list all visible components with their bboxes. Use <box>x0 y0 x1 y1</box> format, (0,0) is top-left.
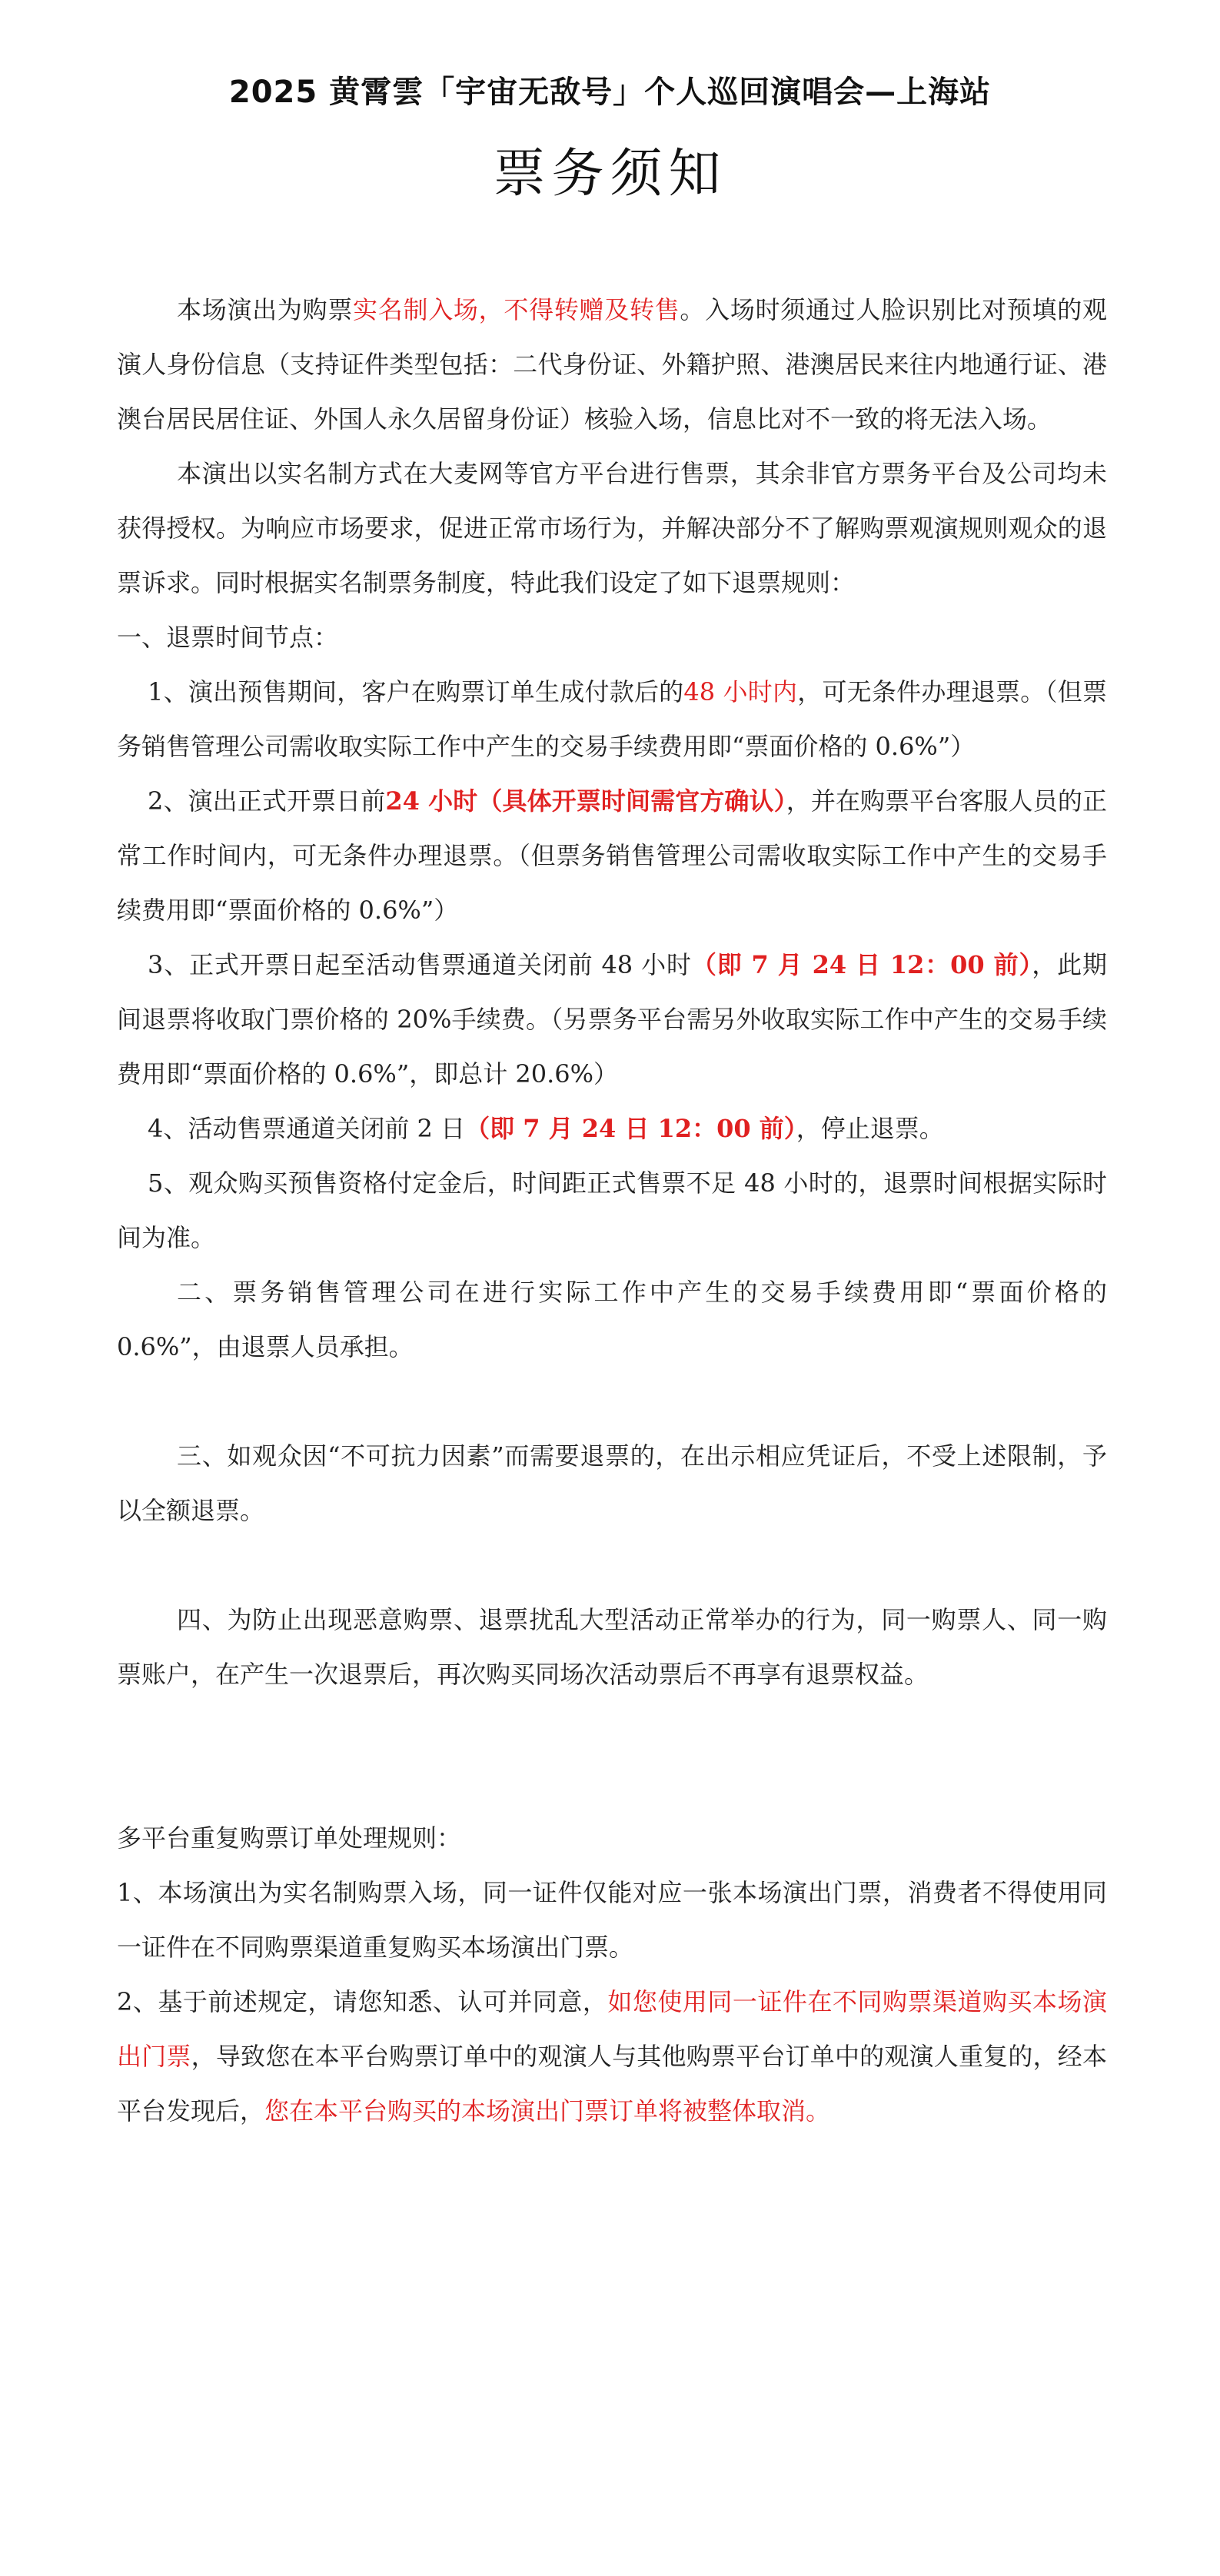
multi-platform-heading: 多平台重复购票订单处理规则： <box>117 1823 462 1853</box>
rule-4-highlight: （即 7 月 24 日 12：00 前） <box>465 1114 796 1143</box>
refund-section-heading: 一、退票时间节点： <box>117 623 339 652</box>
multi-platform-rule-1: 1、本场演出为实名制购票入场，同一证件仅能对应一张本场演出门票，消费者不得使用同一证件在不同购票渠道重复购买本场演出门票。 <box>117 1878 1107 1962</box>
rule-2-highlight: 24 小时（具体开票时间需官方确认） <box>385 786 786 816</box>
spacer <box>117 1702 1107 1811</box>
section-4-paragraph: 四、为防止出现恶意购票、退票扰乱大型活动正常举办的行为，同一购票人、同一购票账户，在产生一次退票后，再次购买同场次活动票后不再享有退票权益。 <box>117 1605 1107 1689</box>
rule-1-highlight: 48 小时内 <box>683 677 798 706</box>
refund-rule-3: 3、正式开票日起至活动售票通道关闭前 48 小时（即 7 月 24 日 12：00 前），此期间退票将收取门票价格的 20%手续费。（另票务平台需另外收取实际工作中产生的交易手续费用即“票面价格的 0.6%”，即总计 20.6%） <box>117 950 1107 1089</box>
notice-heading: 票务须知 <box>493 144 727 204</box>
real-name-paragraph: 本场演出为购票实名制入场，不得转赠及转售。入场时须通过人脸识别比对预填的观演人身份信息（支持证件类型包括：二代身份证、外籍护照、港澳居民来往内地通行证、港澳台居民居住证、外国人永久居留身份证）核验入场，信息比对不一致的将无法入场。 <box>117 295 1107 434</box>
section-3-paragraph: 三、如观众因“不可抗力因素”而需要退票的，在出示相应凭证后，不受上述限制，予以全额退票。 <box>117 1441 1107 1525</box>
notice-body <box>117 283 1107 2139</box>
spacer <box>117 1538 1107 1593</box>
official-sales-paragraph: 本演出以实名制方式在大麦网等官方平台进行售票，其余非官方票务平台及公司均未获得授权。为响应市场要求，促进正常市场行为，并解决部分不了解购票观演规则观众的退票诉求。同时根据实名制票务制度，特此我们设定了如下退票规则： <box>117 459 1107 597</box>
duplicate-purchase-highlight: 如您使用同一证件在不同购票渠道购买本场演出门票 <box>117 1987 1107 2071</box>
refund-rule-5: 5、观众购买预售资格付定金后，时间距正式售票不足 48 小时的，退票时间根据实际时间为准。 <box>117 1168 1107 1252</box>
spacer <box>117 1374 1107 1429</box>
concert-title: 2025 黄霄雲「宇宙无敌号」个人巡回演唱会—上海站 <box>228 75 992 110</box>
refund-rule-2: 2、演出正式开票日前24 小时（具体开票时间需官方确认），并在购票平台客服人员的正常工作时间内，可无条件办理退票。（但票务销售管理公司需收取实际工作中产生的交易手续费用即“票面价格的 0.6%”） <box>117 786 1107 925</box>
refund-rule-1: 1、演出预售期间，客户在购票订单生成付款后的48 小时内，可无条件办理退票。（但票务销售管理公司需收取实际工作中产生的交易手续费用即“票面价格的 0.6%”） <box>117 677 1107 761</box>
real-name-highlight: 实名制入场，不得转赠及转售 <box>353 295 680 324</box>
multi-platform-rule-2: 2、基于前述规定，请您知悉、认可并同意，如您使用同一证件在不同购票渠道购买本场演出门票，导致您在本平台购票订单中的观演人与其他购票平台订单中的观演人重复的，经本平台发现后，您在本平台购买的本场演出门票订单将被整体取消。 <box>117 1987 1107 2126</box>
rule-3-highlight: （即 7 月 24 日 12：00 前） <box>691 950 1032 979</box>
refund-rule-4: 4、活动售票通道关闭前 2 日（即 7 月 24 日 12：00 前），停止退票。 <box>148 1114 944 1143</box>
order-cancel-highlight: 您在本平台购买的本场演出门票订单将被整体取消。 <box>264 2096 831 2126</box>
section-2-paragraph: 二、票务销售管理公司在进行实际工作中产生的交易手续费用即“票面价格的 0.6%”，由退票人员承担。 <box>117 1278 1107 1361</box>
